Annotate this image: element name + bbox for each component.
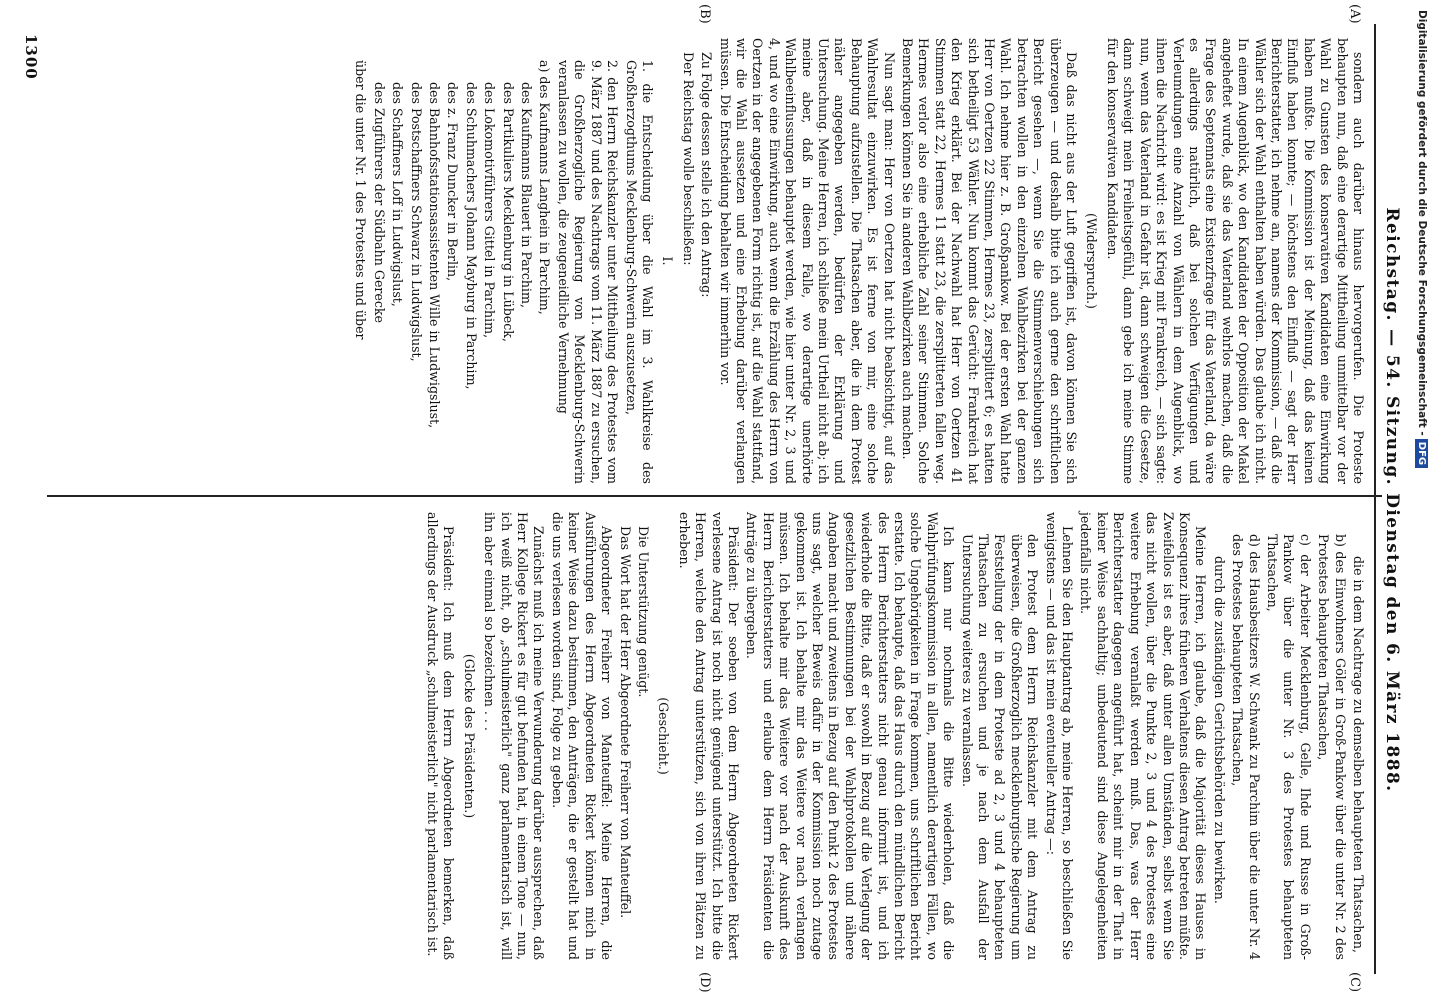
interjection: (Glocke des Präsidenten.) [461, 653, 477, 819]
paragraph: Nun sagt man: Herr von Oertzen hat nicht beabsichtigt, auf das Wahlresultat einzuwirken. Es ist ferne von mir, eine solche Behauptung aufzustellen. Die Thatsachen aber, die in dem Protest näher angegeben werden, bedürfen der Erklärung und Untersuchung. Meine Herren, ich schließe mein Urtheil nicht ab; ich meine aber, daß in diesem Falle, wo derartige unerhörte Wahlbeeinflussungen behauptet werden, wie hier unter Nr. 2, 3 und 4, und wo eine Einwirkung, auch wenn die Erzählung des Herrn von Oertzen in der angegebenen Form richtig ist, auf die Wahl stattfand, wir die Wahl aussetzen und eine Erhebung darüber verlangen müssen. Die Entscheidung behalten wir immerhin vor. [717, 38, 897, 484]
credit-text: Digitalisierung gefördert durch die Deutsche Forschungsgemeinschaft - [1416, 10, 1428, 436]
interjection: (Widerspruch.) [1084, 213, 1100, 309]
paragraph: Daß das nicht aus der Luft gegriffen ist, davon können Sie sich überzeugen — und deshalb bitte ich auch gerne den schriftlichen Bericht gesehen —, wenn Sie die Stimmenverschiebungen sich betrachten wollen in den einzelnen Wahlbezirken bei der ganzen Wahl. Ich nehme hier z. B. Großpankow. Bei der ersten Wahl hatte Herr von Oertzen 22 Stimmen, Hermes 23, zersplittert 6; es hatten sich betheiligt 53 Wähler. Nun kommt das Gerücht: Frankreich hat den Krieg erklärt. Bei der Nachwahl hat Herr von Oertzen 41 Stimmen statt 22, Hermes 11 statt 23, die zersplitterten fallen weg. Hermes verlor also eine erhebliche Zahl seiner Stimmen. Solche Bemerkungen können Sie in anderen Wahlbezirken auch machen. [900, 38, 1080, 484]
page-number: 1300 [22, 34, 40, 80]
left-column [26, 38, 1366, 484]
list-item: des Postschaffners Schwarz in Ludwigslust, [408, 82, 424, 362]
digitization-credit [1414, 10, 1430, 990]
paragraph: Zu Folge dessen stelle ich den Antrag: [699, 52, 715, 298]
paragraph: sondern auch darüber hinaus hervorgerufen. Die Proteste behaupten nun, daß eine derartige Mittheilung unmittelbar vor der Wahl zu Gunsten des konservativen Kandidaten eine Einwirkung haben mußte. Die Kommission ist der Meinung, daß das keinen Einfluß haben konnte; — höchstens den Einfluß — sagt der Herr Berichterstatter, ich nehme an, namens der Kommission, — daß die Wähler sich der Wahl enthalten haben würden. Das glaube ich nicht. In einem Augenblick, wo den Kandidaten der Opposition der Makel angeheftet wurde, daß sie das Vaterland wehrlos machen, daß die Frage des Septennats eine Existenzfrage für das Vaterland, da wäre es allerdings natürlich, daß bei solchen Verfügungen und Verleumdungen eine Anzahl von Wählern in dem Augenblick, wo ihnen die Nachricht wird: es ist Krieg mit Frankreich, — sich sagte: nun, wenn das Vaterland in Gefahr ist, dann schweigen die Gesetze, dann schweigt mein Freiheitsgefühl, dann gebe ich meine Stimme für den konservativen Kandidaten. [1104, 38, 1366, 484]
margin-letter-c: (C) [1347, 972, 1362, 993]
list-item: des Schuhmachers Johann Mayburg in Parchim, [463, 82, 479, 390]
list-item: des z. Franz Duncker in Berlin, [445, 82, 461, 282]
list-item: a) des Kaufmanns Langhein in Parchim, [537, 60, 553, 315]
list-item: d) des Hausbesitzers W. Schwank zu Parchim über die unter Nr. 4 des Protestes behaupteten Thatsachen, [1230, 534, 1262, 960]
roman-numeral: I. [660, 256, 676, 266]
list-item: des Lokomotivführers Gittel in Parchim, [482, 82, 498, 339]
dfg-logo: DFG [1415, 439, 1428, 468]
list-item: c) der Arbeiter Mecklenburg, Gelle, Ihde und Russe in Groß-Pankow über die unter Nr. 3 des Protestes behaupteten Thatsachen, [1264, 534, 1313, 960]
paragraph: Lehnen Sie den Hauptantrag ab, meine Herren, so beschließen Sie wenigstens — und das ist mein eventueller Antrag —: [1043, 512, 1076, 960]
list-item: die in dem Nachtrage zu demselben behaupteten Thatsachen, [1351, 556, 1366, 953]
margin-letter-b: (B) [697, 4, 712, 24]
paragraph: Das Wort hat der Herr Abgeordnete Freiherr von Manteuffel. [617, 526, 633, 919]
interjection: (Geschieht.) [656, 697, 672, 775]
paragraph: Zunächst muß ich meine Verwunderung darüber aussprechen, daß Herr Kollege Rickert es für gut befunden hat, in einem Tone — nun, ich weiß nicht, ob „schulmeisterlich" ganz parlamentarisch ist, will ihn aber einmal so bezeichnen . . . [482, 512, 547, 960]
speaker-paragraph: Präsident: Der soeben von dem Herrn Abgeordneten Rickert verlesene Antrag ist noch nicht genügend unterstützt. Ich bitte die Herren, welche den Antrag unterstützen, sich von ihren Plätzen zu erheben. [676, 512, 741, 960]
list-item: 2. den Herrn Reichskanzler unter Mittheilung des Protestes vom 9. März 1887 und des Nachtrags vom 11. März 1887 zu ersuchen, die Großherzogliche Regierung von Mecklenburg-Schwerin veranlassen zu wollen, die zeugeneidliche Vernehmung [555, 60, 621, 484]
paragraph: Ich kann nur nochmals die Bitte wiederholen, daß die Wahlprüfungskommission in allen, namentlich derartigen Fällen, wo solche Ungehörigkeiten in Frage kommen, uns schriftlichen Bericht erstatte. Ich behaupte, daß das Haus durch den mündlichen Bericht des Herrn Berichterstatters nicht genau informirt ist, und ich wiederhole die Bitte, daß er sowohl in Bezug auf die Verlegung der gesetzlichen Bestimmungen bei der Wahlprotokollen und nähere Angaben macht und zweitens in Bezug auf den Punkt 2 des Protestes uns sagt, welcher Beweis dafür in der Kommission noch zutage gekommen ist. Ich behalte mir das Weitere vor nach verlangen müssen. Ich behalte mir das Weitere vor nach der Auskunft des Herrn Berichterstatters und erlaube dem Herrn Präsidenten die Anträge zu übergeben. [744, 512, 957, 960]
page-title: Reichstag. — 54. Sitzung. Dienstag den 6. März 1888. [1382, 207, 1402, 793]
paragraph: Die Unterstützung genügt. [635, 526, 651, 698]
column-divider [47, 495, 1382, 497]
list-item: b) des Einwohners Göler in Groß-Pankow über die unter Nr. 2 des Protestes behaupteten Thatsachen, [1316, 534, 1348, 960]
list-item: des Partikuliers Mecklenburg in Lübeck, [500, 82, 516, 342]
speaker-paragraph: Abgeordneter Freiherr von Manteuffel: Meine Herren, die Ausführungen des Herrn Abgeordneten Rickert können mich in keiner Weise dazu bestimmen, den Anträgen, die er gestellt hat und die uns verlesen worden sind, Folge zu geben. [549, 512, 615, 960]
paragraph: Meine Herren, ich glaube, daß die Majorität dieses Hauses in Konsequenz ihres früheren Verhaltens diesen Antrag betreten müßte. Zweifellos ist es aber, daß unter allen Umständen, selbst wenn Sie das nicht wollen, über die Punkte 2, 3 und 4 des Protestes eine weitere Erhebung veranlaßt werden muß. Das, was der Herr Berichterstatter dagegen angeführt hat, scheint mir in der That in keiner Weise sachhaltig; unbedeutend sind diese Angelegenheiten jedenfalls nicht. [1078, 512, 1209, 960]
list-item: 1. die Entscheidung über die Wahl im 3. Wahlkreise des Großherzogthums Mecklenburg-Schwerin auszusetzen, [623, 60, 655, 484]
paragraph: den Protest dem Herrn Reichskanzler mit dem Antrag zu überweisen, die Großherzoglich mecklenburgische Regierung um Feststellung der in dem Proteste ad 2, 3 und 4 behaupteten Thatsachen zu ersuchen und je nach dem Ausfall der Untersuchung weiteres zu veranlassen. [959, 534, 1041, 960]
margin-letter-d: (D) [697, 972, 712, 993]
speaker-paragraph: Präsident: Ich muß dem Herrn Abgeordneten bemerken, daß allerdings der Ausdruck „schulmeisterlich" nicht parlamentarisch ist. [425, 512, 457, 960]
paragraph: Der Reichstag wolle beschließen: [680, 52, 696, 266]
list-item: des Zugführers der Südbahn Gerecke [371, 82, 387, 324]
paragraph: durch die zuständigen Gerichtsbehörden zu bewirken. [1211, 556, 1227, 904]
list-item: des Bahnhofsstationsassistenten Wille in Ludwigslust, [427, 82, 443, 429]
right-column [26, 512, 1366, 960]
list-item: des Kaufmanns Blauert in Parchim, [519, 82, 535, 308]
list-item: des Schaffners Loff in Ludwigslust, [390, 82, 406, 307]
paragraph: über die unter Nr. 1 des Protestes und über [353, 60, 369, 340]
margin-letter-a: (A) [1347, 4, 1362, 24]
header-rule [1374, 24, 1376, 974]
